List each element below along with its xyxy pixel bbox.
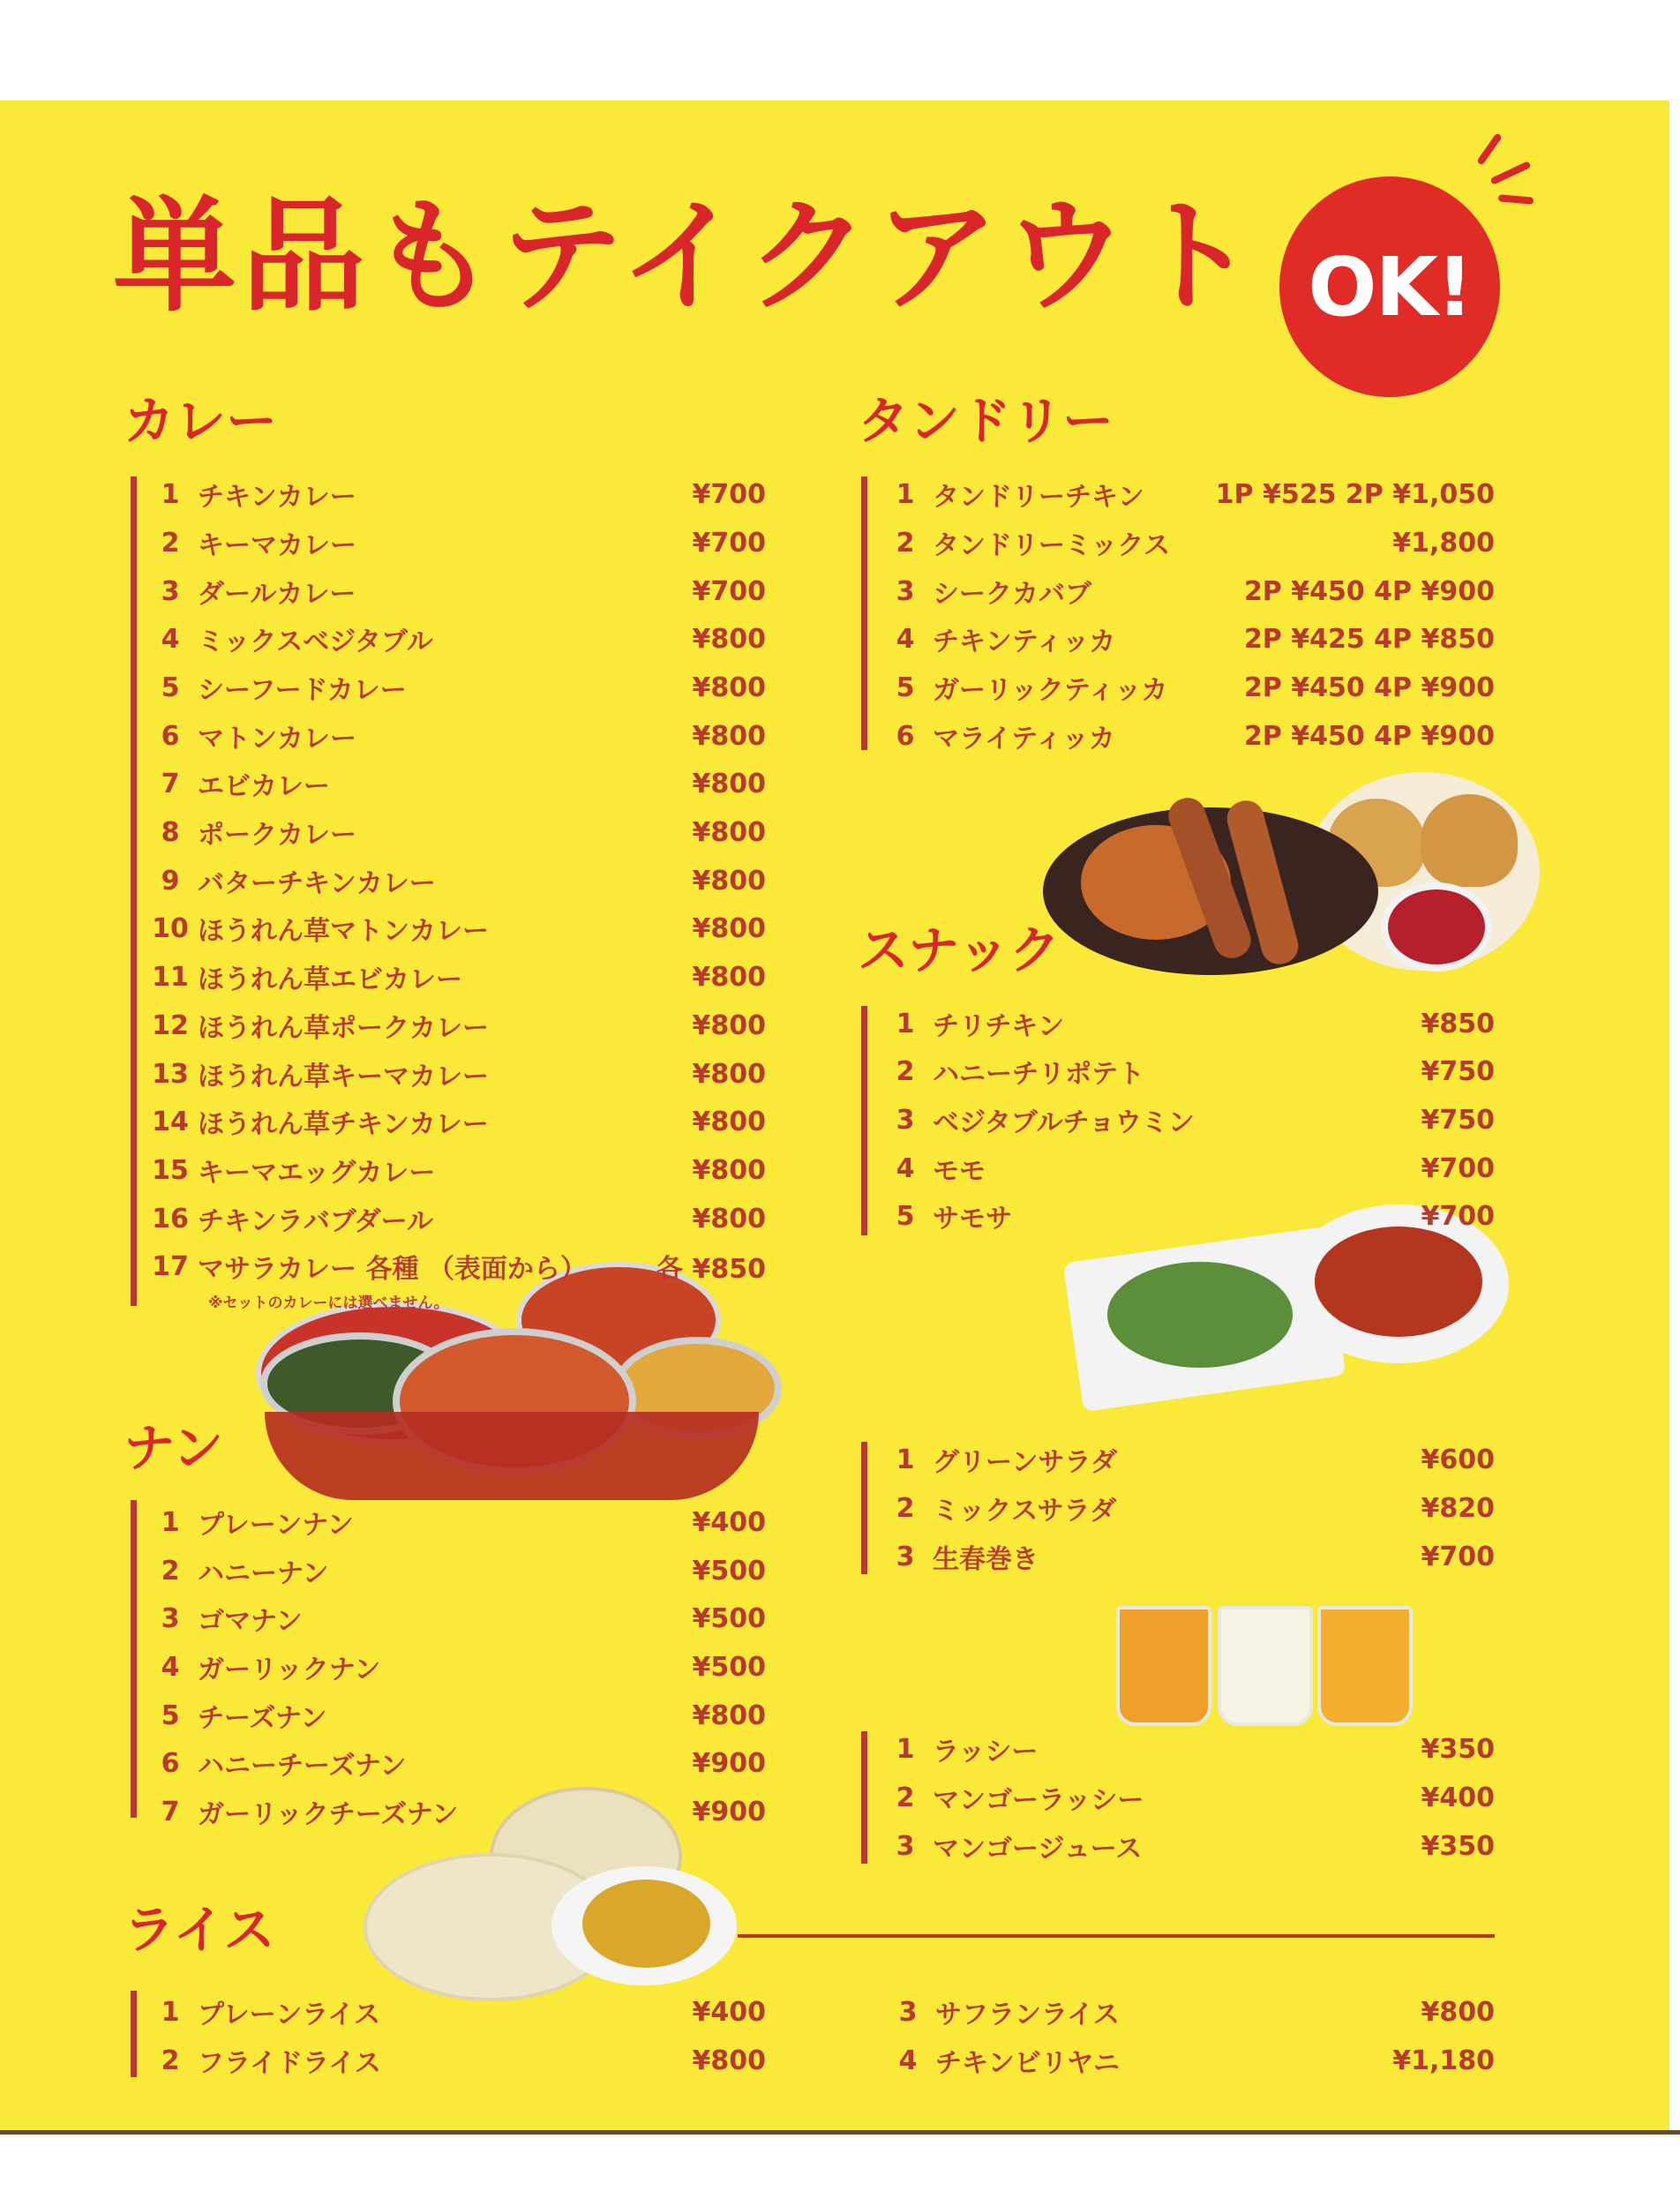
item-price: 1P ¥525 2P ¥1,050 xyxy=(1215,478,1495,510)
item-number: 7 xyxy=(161,768,180,799)
green-salad-image xyxy=(1107,1262,1293,1368)
menu-item[interactable] xyxy=(878,570,1495,612)
item-name: プレーンナン xyxy=(198,1510,354,1541)
item-name: グリーンサラダ xyxy=(933,1447,1118,1478)
item-name: シーフードカレー xyxy=(198,675,407,706)
item-number: 3 xyxy=(896,1104,915,1136)
item-price: 2P ¥450 4P ¥900 xyxy=(1243,672,1495,703)
chili-potato-image xyxy=(1315,1227,1482,1337)
item-price: 2P ¥450 4P ¥900 xyxy=(1243,575,1495,607)
menu-item[interactable] xyxy=(143,1742,766,1784)
item-number: 1 xyxy=(896,478,915,510)
item-price: ¥800 xyxy=(692,1154,766,1186)
snack-section-bar xyxy=(861,1006,867,1235)
item-price: ¥600 xyxy=(1421,1444,1495,1475)
item-number: 2 xyxy=(896,1055,915,1087)
menu-item[interactable] xyxy=(143,1149,766,1191)
menu-item[interactable] xyxy=(143,859,766,902)
menu-item[interactable] xyxy=(878,521,1495,564)
item-number: 4 xyxy=(898,2045,918,2076)
item-price: ¥400 xyxy=(692,1506,766,1538)
item-price: ¥500 xyxy=(692,1651,766,1683)
menu-item[interactable] xyxy=(143,1694,766,1737)
item-price: ¥800 xyxy=(692,623,766,655)
item-price: ¥800 xyxy=(692,961,766,993)
item-name: ほうれん草マトンカレー xyxy=(198,916,489,947)
item-number: 1 xyxy=(896,1008,915,1039)
menu-item[interactable] xyxy=(881,1991,1495,2033)
menu-item[interactable] xyxy=(881,2039,1495,2082)
menu-item[interactable] xyxy=(878,1825,1495,1867)
item-price: ¥900 xyxy=(692,1796,766,1827)
item-name: キーマカレー xyxy=(198,530,356,561)
item-number: 15 xyxy=(152,1154,189,1186)
item-number: 3 xyxy=(161,1602,180,1634)
item-name: ポークカレー xyxy=(198,820,356,851)
item-name: タンドリーチキン xyxy=(933,482,1144,513)
menu-item[interactable] xyxy=(878,1050,1495,1092)
item-number: 3 xyxy=(898,1996,918,2028)
item-number: 10 xyxy=(152,912,189,944)
menu-item[interactable] xyxy=(878,1776,1495,1819)
item-name: チキンビリヤニ xyxy=(935,2048,1121,2079)
item-price: ¥800 xyxy=(692,1700,766,1731)
item-price: ¥700 xyxy=(692,575,766,607)
item-name: サフランライス xyxy=(935,2000,1120,2030)
item-number: 1 xyxy=(161,478,180,510)
item-price: ¥800 xyxy=(692,2045,766,2076)
item-name: ほうれん草エビカレー xyxy=(198,964,462,995)
item-price: ¥350 xyxy=(1421,1733,1495,1765)
item-name: ほうれん草キーマカレー xyxy=(198,1062,489,1092)
item-number: 5 xyxy=(161,672,180,703)
item-name: ほうれん草ポークカレー xyxy=(198,1013,489,1044)
item-name: ハニーチリポテト xyxy=(933,1059,1144,1090)
item-price: ¥750 xyxy=(1421,1104,1495,1136)
item-price: ¥800 xyxy=(692,672,766,703)
rice-heading-rule xyxy=(738,1934,1495,1938)
item-name: プレーンライス xyxy=(198,2000,380,2030)
ok-badge: OK! xyxy=(1279,176,1500,397)
item-price: ¥800 xyxy=(692,768,766,799)
item-price: 2P ¥450 4P ¥900 xyxy=(1243,720,1495,752)
item-number: 2 xyxy=(161,2045,180,2076)
item-number: 2 xyxy=(896,1782,915,1813)
menu-item[interactable] xyxy=(878,1728,1495,1770)
item-price: ¥800 xyxy=(692,720,766,752)
item-price: ¥1,180 xyxy=(1392,2045,1495,2076)
item-name: シークカバブ xyxy=(933,579,1091,610)
mango-lassi-cup-image xyxy=(1116,1606,1211,1726)
item-number: 14 xyxy=(152,1106,189,1137)
item-price: ¥500 xyxy=(692,1555,766,1587)
lassi-cup-image xyxy=(1218,1606,1313,1726)
item-number: 3 xyxy=(161,575,180,607)
item-number: 5 xyxy=(161,1700,180,1731)
item-price: ¥800 xyxy=(692,1009,766,1041)
menu-item[interactable] xyxy=(143,1245,766,1287)
menu-item[interactable] xyxy=(143,1646,766,1688)
item-price: ¥700 xyxy=(692,527,766,559)
item-number: 16 xyxy=(152,1203,189,1234)
menu-item[interactable] xyxy=(878,1002,1495,1045)
samosa-image xyxy=(1421,794,1518,887)
item-name: サモサ xyxy=(933,1204,1012,1234)
item-number: 13 xyxy=(152,1058,189,1090)
menu-item[interactable] xyxy=(143,473,766,515)
item-price: ¥800 xyxy=(692,816,766,848)
item-name: マンゴージュース xyxy=(933,1834,1143,1865)
item-name: チキンカレー xyxy=(198,482,356,513)
item-price: 2P ¥425 4P ¥850 xyxy=(1243,623,1495,655)
item-name: ミックスサラダ xyxy=(933,1496,1117,1527)
item-price: ¥800 xyxy=(692,1203,766,1234)
item-number: 8 xyxy=(161,816,180,848)
menu-item[interactable] xyxy=(878,715,1495,757)
item-price: ¥400 xyxy=(1421,1782,1495,1813)
item-name: ダールカレー xyxy=(198,579,356,610)
drinks-section-bar xyxy=(861,1731,867,1864)
item-price: ¥800 xyxy=(692,912,766,944)
item-name: フライドライス xyxy=(198,2048,381,2079)
salad-section-bar xyxy=(861,1442,867,1574)
menu-item[interactable] xyxy=(878,1438,1495,1481)
bottom-divider xyxy=(0,2130,1680,2135)
item-price: ¥800 xyxy=(692,865,766,897)
item-number: 6 xyxy=(896,720,915,752)
item-name: タンドリーミックス xyxy=(933,530,1171,561)
item-number: 3 xyxy=(896,1830,915,1862)
rice-heading: ライス xyxy=(124,1900,275,1960)
item-name: バターチキンカレー xyxy=(198,868,436,899)
item-number: 2 xyxy=(161,527,180,559)
curry-note: ※セットのカレーには選べません。 xyxy=(208,1294,449,1312)
item-number: 17 xyxy=(152,1250,189,1282)
item-price: ¥900 xyxy=(692,1747,766,1779)
menu-item[interactable] xyxy=(143,907,766,949)
rice-image xyxy=(582,1880,710,1968)
item-number: 3 xyxy=(896,1541,915,1572)
item-price: ¥1,800 xyxy=(1392,527,1495,559)
item-price: ¥350 xyxy=(1421,1830,1495,1862)
rice-section-bar xyxy=(131,1991,137,2077)
item-name: チーズナン xyxy=(198,1703,327,1734)
item-number: 5 xyxy=(896,1200,915,1232)
item-number: 4 xyxy=(161,623,180,655)
mango-juice-cup-image xyxy=(1317,1606,1413,1726)
item-price: ¥800 xyxy=(692,1058,766,1090)
item-number: 6 xyxy=(161,720,180,752)
item-name: エビカレー xyxy=(198,771,330,802)
menu-item[interactable] xyxy=(143,521,766,564)
item-price: ¥700 xyxy=(692,478,766,510)
item-name: マサラカレー 各種 （表面から） xyxy=(198,1254,587,1285)
curry-pot-base xyxy=(265,1412,759,1500)
item-name: ハニーチーズナン xyxy=(198,1751,407,1782)
menu-item[interactable] xyxy=(143,956,766,998)
tandoori-heading: タンドリー xyxy=(858,391,1114,451)
menu-item[interactable] xyxy=(878,666,1495,709)
item-number: 2 xyxy=(896,527,915,559)
item-name: ほうれん草チキンカレー xyxy=(198,1109,489,1140)
item-number: 6 xyxy=(161,1747,180,1779)
item-number: 3 xyxy=(896,575,915,607)
item-number: 9 xyxy=(161,865,180,897)
curry-heading: カレー xyxy=(124,391,278,451)
item-number: 1 xyxy=(896,1444,915,1475)
item-price: ¥850 xyxy=(1421,1008,1495,1039)
menu-item[interactable] xyxy=(143,1597,766,1639)
item-price: ¥750 xyxy=(1421,1055,1495,1087)
menu-item[interactable] xyxy=(143,618,766,660)
item-number: 4 xyxy=(896,1152,915,1184)
item-number: 1 xyxy=(161,1506,180,1538)
item-name: ベジタブルチョウミン xyxy=(933,1107,1195,1138)
item-number: 4 xyxy=(896,623,915,655)
item-price: ¥700 xyxy=(1421,1541,1495,1572)
item-number: 4 xyxy=(161,1651,180,1683)
item-name: ラッシー xyxy=(933,1737,1039,1767)
menu-item[interactable] xyxy=(143,1790,766,1833)
item-name: チキンティッカ xyxy=(933,627,1116,657)
item-name: ハニーナン xyxy=(198,1558,329,1589)
menu-item[interactable] xyxy=(878,1099,1495,1141)
item-name: チリチキン xyxy=(933,1011,1065,1042)
menu-item[interactable] xyxy=(143,1004,766,1047)
menu-item[interactable] xyxy=(878,1487,1495,1529)
item-number: 12 xyxy=(152,1009,189,1041)
item-number: 5 xyxy=(896,672,915,703)
item-price: ¥400 xyxy=(692,1996,766,2028)
item-price: ¥820 xyxy=(1421,1492,1495,1524)
tandoori-section-bar xyxy=(861,476,867,750)
menu-item[interactable] xyxy=(878,618,1495,660)
menu-item[interactable] xyxy=(143,1100,766,1143)
item-name: ガーリックチーズナン xyxy=(198,1799,459,1830)
item-name: 生春巻き xyxy=(933,1544,1039,1575)
menu-item[interactable] xyxy=(878,1535,1495,1578)
menu-item[interactable] xyxy=(143,1197,766,1240)
item-price: 各 ¥850 xyxy=(656,1254,766,1285)
item-name: マライティッカ xyxy=(933,724,1115,754)
naan-heading: ナン xyxy=(124,1418,224,1478)
page-title: 単品もテイクアウト xyxy=(113,185,1262,329)
menu-item[interactable] xyxy=(878,1147,1495,1189)
sauce-bowl-image xyxy=(1381,882,1492,972)
menu-item[interactable] xyxy=(143,811,766,853)
item-number: 2 xyxy=(161,1555,180,1587)
item-price: ¥500 xyxy=(692,1602,766,1634)
item-price: ¥700 xyxy=(1421,1152,1495,1184)
menu-item[interactable] xyxy=(143,1991,766,2033)
item-number: 1 xyxy=(896,1733,915,1765)
item-price: ¥700 xyxy=(1421,1200,1495,1232)
item-number: 7 xyxy=(161,1796,180,1827)
item-price: ¥800 xyxy=(692,1106,766,1137)
menu-item[interactable] xyxy=(143,1549,766,1592)
item-number: 2 xyxy=(896,1492,915,1524)
item-name: マトンカレー xyxy=(198,724,356,754)
item-name: ミックスベジタブル xyxy=(198,627,433,657)
menu-item[interactable] xyxy=(143,1053,766,1095)
item-name: マンゴーラッシー xyxy=(933,1785,1144,1816)
menu-item[interactable] xyxy=(878,473,1495,515)
menu-item[interactable] xyxy=(143,2039,766,2082)
menu-item[interactable] xyxy=(143,666,766,709)
item-name: ガーリックナン xyxy=(198,1654,381,1685)
menu-item[interactable] xyxy=(143,762,766,805)
naan-section-bar xyxy=(131,1500,137,1818)
item-name: キーマエッグカレー xyxy=(198,1158,436,1189)
menu-item[interactable] xyxy=(143,570,766,612)
item-name: チキンラバブダール xyxy=(198,1206,433,1237)
item-number: 11 xyxy=(152,961,189,993)
curry-section-bar xyxy=(131,476,137,1306)
item-name: ガーリックティッカ xyxy=(933,675,1168,706)
snack-heading: スナック xyxy=(858,920,1061,980)
menu-item[interactable] xyxy=(143,715,766,757)
item-number: 1 xyxy=(161,1996,180,2028)
item-name: ゴマナン xyxy=(198,1606,303,1637)
item-price: ¥800 xyxy=(1421,1996,1495,2028)
item-name: モモ xyxy=(933,1156,986,1187)
menu-item[interactable] xyxy=(143,1501,766,1543)
menu-item[interactable] xyxy=(878,1195,1495,1237)
